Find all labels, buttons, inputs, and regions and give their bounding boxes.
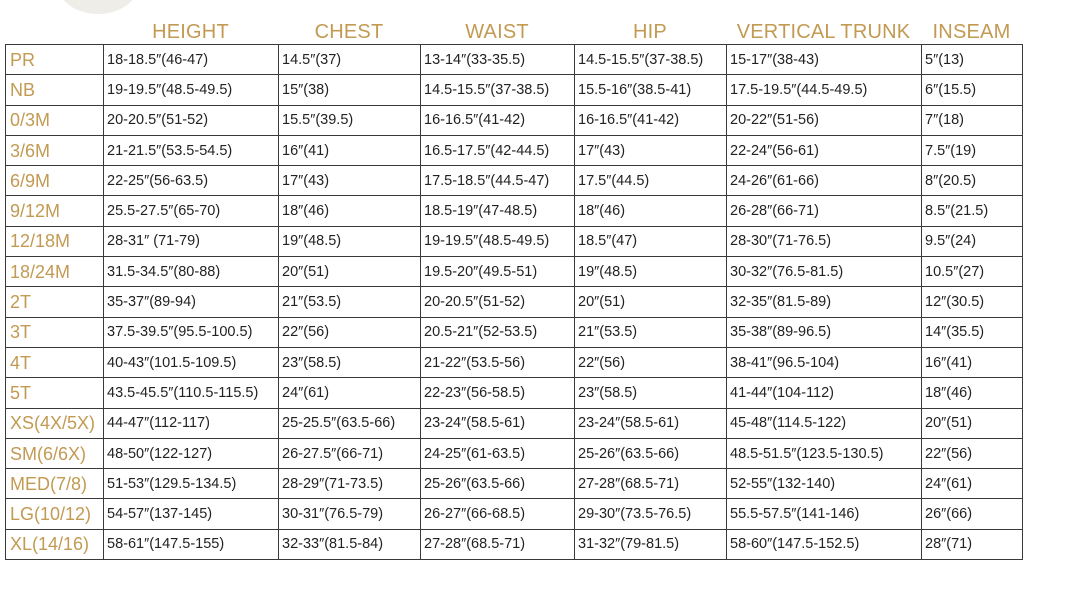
cell-height: 43.5-45.5″(110.5-115.5): [104, 378, 279, 408]
cell-hip: 15.5-16″(38.5-41): [575, 75, 727, 105]
cell-waist: 23-24″(58.5-61): [421, 408, 575, 438]
cell-waist: 16-16.5″(41-42): [421, 105, 575, 135]
cell-chest: 19″(48.5): [279, 226, 421, 256]
header-height: HEIGHT: [152, 21, 229, 43]
cell-inseam: 18″(46): [922, 378, 1023, 408]
table-row: [6, 469, 1023, 499]
cell-chest: 20″(51): [279, 257, 421, 287]
cell-waist: 24-25″(61-63.5): [421, 438, 575, 468]
cell-inseam: 28″(71): [922, 529, 1023, 559]
cell-vertical-trunk: 38-41″(96.5-104): [727, 347, 922, 377]
decorative-shape: [58, 0, 138, 14]
table-row: [6, 45, 1023, 75]
cell-waist: 19.5-20″(49.5-51): [421, 257, 575, 287]
cell-vertical-trunk: 15-17″(38-43): [727, 45, 922, 75]
cell-waist: 25-26″(63.5-66): [421, 469, 575, 499]
cell-size: 3/6M: [6, 135, 104, 165]
cell-waist: 18.5-19″(47-48.5): [421, 196, 575, 226]
cell-vertical-trunk: 55.5-57.5″(141-146): [727, 499, 922, 529]
table-row: [6, 347, 1023, 377]
table-row: [6, 75, 1023, 105]
header-waist: WAIST: [465, 21, 529, 43]
cell-hip: 29-30″(73.5-76.5): [575, 499, 727, 529]
header-vertical-trunk: VERTICAL TRUNK: [736, 21, 911, 43]
cell-chest: 28-29″(71-73.5): [279, 469, 421, 499]
cell-hip: 17″(43): [575, 135, 727, 165]
table-row: [6, 226, 1023, 256]
table-row: [6, 408, 1023, 438]
cell-waist: 13-14″(33-35.5): [421, 45, 575, 75]
cell-hip: 19″(48.5): [575, 257, 727, 287]
cell-size: NB: [6, 75, 104, 105]
cell-hip: 20″(51): [575, 287, 727, 317]
table-row: [6, 287, 1023, 317]
cell-vertical-trunk: 41-44″(104-112): [727, 378, 922, 408]
cell-size: 2T: [6, 287, 104, 317]
cell-hip: 23-24″(58.5-61): [575, 408, 727, 438]
cell-inseam: 5″(13): [922, 45, 1023, 75]
table-row: [6, 166, 1023, 196]
cell-vertical-trunk: 30-32″(76.5-81.5): [727, 257, 922, 287]
cell-chest: 32-33″(81.5-84): [279, 529, 421, 559]
table-row: [6, 317, 1023, 347]
header-chest: CHEST: [314, 21, 384, 43]
cell-waist: 21-22″(53.5-56): [421, 347, 575, 377]
cell-vertical-trunk: 28-30″(71-76.5): [727, 226, 922, 256]
cell-waist: 20-20.5″(51-52): [421, 287, 575, 317]
cell-waist: 19-19.5″(48.5-49.5): [421, 226, 575, 256]
cell-size: 9/12M: [6, 196, 104, 226]
cell-height: 58-61″(147.5-155): [104, 529, 279, 559]
cell-size: 0/3M: [6, 105, 104, 135]
cell-height: 31.5-34.5″(80-88): [104, 257, 279, 287]
cell-size: XL(14/16): [6, 529, 104, 559]
table-row: [6, 499, 1023, 529]
size-chart-table: [5, 44, 1023, 560]
cell-inseam: 6″(15.5): [922, 75, 1023, 105]
cell-height: 37.5-39.5″(95.5-100.5): [104, 317, 279, 347]
cell-chest: 16″(41): [279, 135, 421, 165]
cell-hip: 18″(46): [575, 196, 727, 226]
cell-vertical-trunk: 26-28″(66-71): [727, 196, 922, 226]
cell-height: 28-31″ (71-79): [104, 226, 279, 256]
cell-vertical-trunk: 17.5-19.5″(44.5-49.5): [727, 75, 922, 105]
cell-hip: 22″(56): [575, 347, 727, 377]
cell-inseam: 14″(35.5): [922, 317, 1023, 347]
cell-waist: 22-23″(56-58.5): [421, 378, 575, 408]
cell-vertical-trunk: 52-55″(132-140): [727, 469, 922, 499]
table-row: [6, 257, 1023, 287]
cell-height: 51-53″(129.5-134.5): [104, 469, 279, 499]
cell-chest: 18″(46): [279, 196, 421, 226]
cell-height: 44-47″(112-117): [104, 408, 279, 438]
cell-waist: 20.5-21″(52-53.5): [421, 317, 575, 347]
table-row: [6, 529, 1023, 559]
cell-inseam: 16″(41): [922, 347, 1023, 377]
table-row: [6, 135, 1023, 165]
cell-hip: 18.5″(47): [575, 226, 727, 256]
cell-hip: 27-28″(68.5-71): [575, 469, 727, 499]
cell-chest: 26-27.5″(66-71): [279, 438, 421, 468]
cell-waist: 16.5-17.5″(42-44.5): [421, 135, 575, 165]
cell-chest: 17″(43): [279, 166, 421, 196]
cell-chest: 14.5″(37): [279, 45, 421, 75]
cell-size: MED(7/8): [6, 469, 104, 499]
cell-size: 5T: [6, 378, 104, 408]
cell-vertical-trunk: 32-35″(81.5-89): [727, 287, 922, 317]
cell-vertical-trunk: 35-38″(89-96.5): [727, 317, 922, 347]
header-hip: HIP: [633, 21, 667, 43]
table-row: [6, 438, 1023, 468]
cell-vertical-trunk: 22-24″(56-61): [727, 135, 922, 165]
cell-height: 54-57″(137-145): [104, 499, 279, 529]
cell-hip: 17.5″(44.5): [575, 166, 727, 196]
cell-inseam: 22″(56): [922, 438, 1023, 468]
cell-chest: 15″(38): [279, 75, 421, 105]
cell-size: XS(4X/5X): [6, 408, 104, 438]
cell-chest: 30-31″(76.5-79): [279, 499, 421, 529]
cell-chest: 21″(53.5): [279, 287, 421, 317]
cell-vertical-trunk: 48.5-51.5″(123.5-130.5): [727, 438, 922, 468]
cell-inseam: 26″(66): [922, 499, 1023, 529]
cell-waist: 17.5-18.5″(44.5-47): [421, 166, 575, 196]
cell-chest: 24″(61): [279, 378, 421, 408]
cell-inseam: 7.5″(19): [922, 135, 1023, 165]
cell-chest: 22″(56): [279, 317, 421, 347]
cell-hip: 31-32″(79-81.5): [575, 529, 727, 559]
cell-height: 21-21.5″(53.5-54.5): [104, 135, 279, 165]
cell-vertical-trunk: 58-60″(147.5-152.5): [727, 529, 922, 559]
cell-height: 48-50″(122-127): [104, 438, 279, 468]
cell-size: 3T: [6, 317, 104, 347]
table-row: [6, 196, 1023, 226]
cell-inseam: 12″(30.5): [922, 287, 1023, 317]
cell-chest: 23″(58.5): [279, 347, 421, 377]
cell-vertical-trunk: 45-48″(114.5-122): [727, 408, 922, 438]
cell-size: 18/24M: [6, 257, 104, 287]
cell-vertical-trunk: 24-26″(61-66): [727, 166, 922, 196]
cell-vertical-trunk: 20-22″(51-56): [727, 105, 922, 135]
table-row: [6, 378, 1023, 408]
cell-chest: 25-25.5″(63.5-66): [279, 408, 421, 438]
cell-hip: 16-16.5″(41-42): [575, 105, 727, 135]
table-row: [6, 105, 1023, 135]
cell-size: 4T: [6, 347, 104, 377]
cell-height: 25.5-27.5″(65-70): [104, 196, 279, 226]
cell-size: LG(10/12): [6, 499, 104, 529]
cell-hip: 21″(53.5): [575, 317, 727, 347]
cell-size: 12/18M: [6, 226, 104, 256]
cell-height: 22-25″(56-63.5): [104, 166, 279, 196]
cell-inseam: 8.5″(21.5): [922, 196, 1023, 226]
header-inseam: INSEAM: [932, 21, 1011, 43]
cell-inseam: 7″(18): [922, 105, 1023, 135]
cell-size: PR: [6, 45, 104, 75]
cell-height: 20-20.5″(51-52): [104, 105, 279, 135]
size-chart-body: [6, 45, 1023, 560]
cell-chest: 15.5″(39.5): [279, 105, 421, 135]
cell-inseam: 24″(61): [922, 469, 1023, 499]
cell-size: SM(6/6X): [6, 438, 104, 468]
column-header-row: [5, 17, 1022, 45]
cell-waist: 14.5-15.5″(37-38.5): [421, 75, 575, 105]
cell-waist: 27-28″(68.5-71): [421, 529, 575, 559]
cell-height: 35-37″(89-94): [104, 287, 279, 317]
cell-inseam: 10.5″(27): [922, 257, 1023, 287]
cell-size: 6/9M: [6, 166, 104, 196]
cell-waist: 26-27″(66-68.5): [421, 499, 575, 529]
cell-hip: 14.5-15.5″(37-38.5): [575, 45, 727, 75]
cell-height: 19-19.5″(48.5-49.5): [104, 75, 279, 105]
cell-height: 40-43″(101.5-109.5): [104, 347, 279, 377]
cell-height: 18-18.5″(46-47): [104, 45, 279, 75]
cell-inseam: 8″(20.5): [922, 166, 1023, 196]
cell-inseam: 9.5″(24): [922, 226, 1023, 256]
cell-hip: 23″(58.5): [575, 378, 727, 408]
cell-inseam: 20″(51): [922, 408, 1023, 438]
cell-hip: 25-26″(63.5-66): [575, 438, 727, 468]
